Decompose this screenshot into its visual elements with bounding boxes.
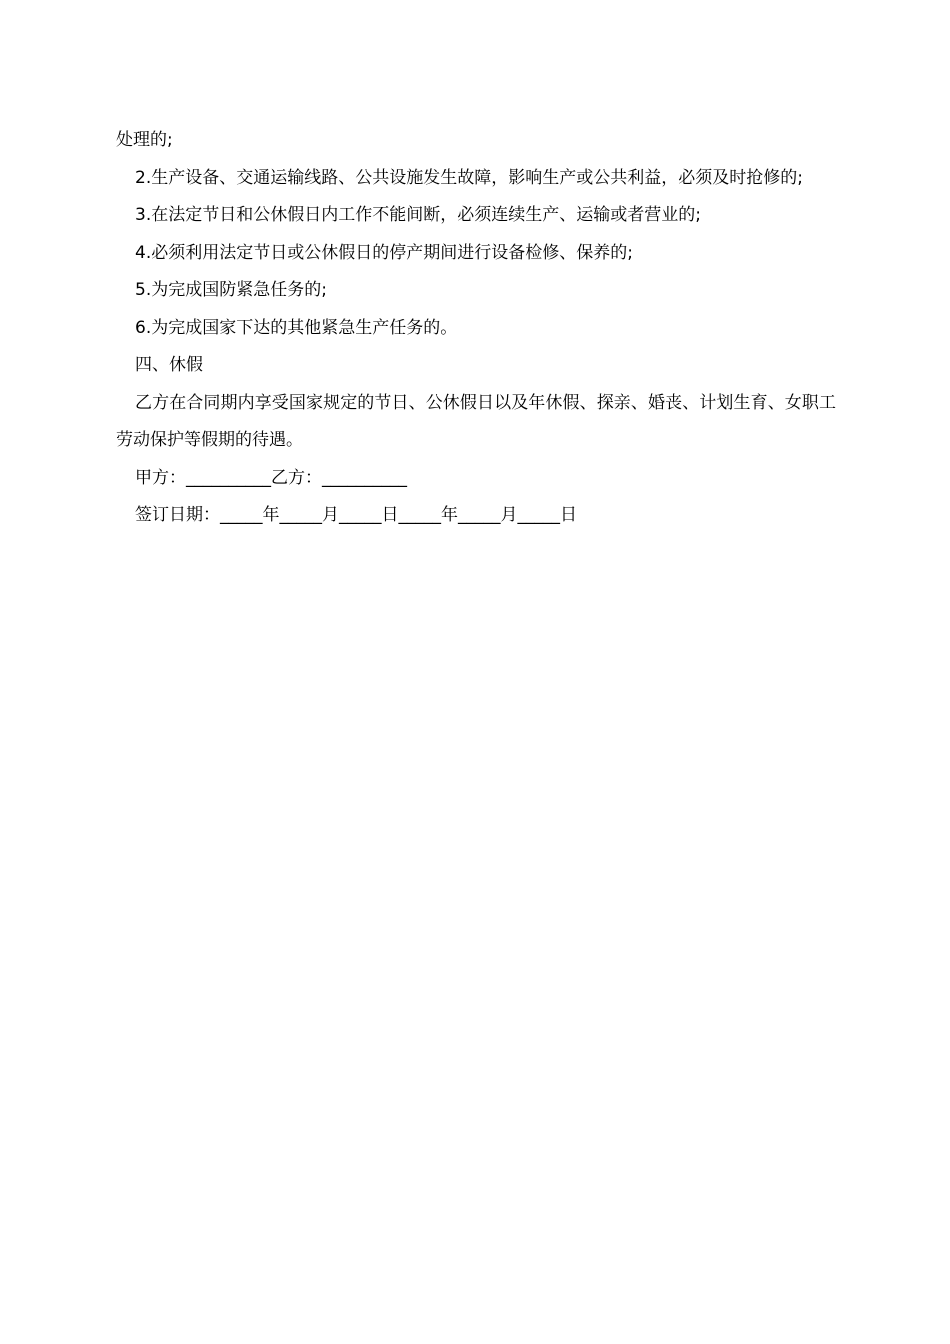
paragraph-5: 5.为完成国防紧急任务的; [135, 280, 327, 300]
paragraph-3: 3.在法定节日和公休假日内工作不能间断，必须连续生产、运输或者营业的; [135, 205, 701, 225]
paragraph-2: 2.生产设备、交通运输线路、公共设施发生故障，影响生产或公共利益，必须及时抢修的; [135, 167, 803, 188]
section-heading-vacation: 四、休假 [135, 355, 203, 375]
paragraph-4: 4.必须利用法定节日或公休假日的停产期间进行设备检修、保养的; [135, 242, 633, 263]
document-body [116, 122, 836, 535]
paragraph-1: 处理的; [116, 130, 173, 150]
signature-parties-line: 甲方：__________乙方：__________ [135, 467, 407, 488]
paragraph-6: 6.为完成国家下达的其他紧急生产任务的。 [135, 317, 458, 338]
signing-date-line: 签订日期：_____年_____月_____日_____年_____月_____日 [135, 505, 577, 525]
paragraph-vacation-terms: 乙方在合同期内享受国家规定的节日、公休假日以及年休假、探亲、婚丧、计划生育、女职工劳动保护等假期的待遇。 [116, 392, 836, 450]
